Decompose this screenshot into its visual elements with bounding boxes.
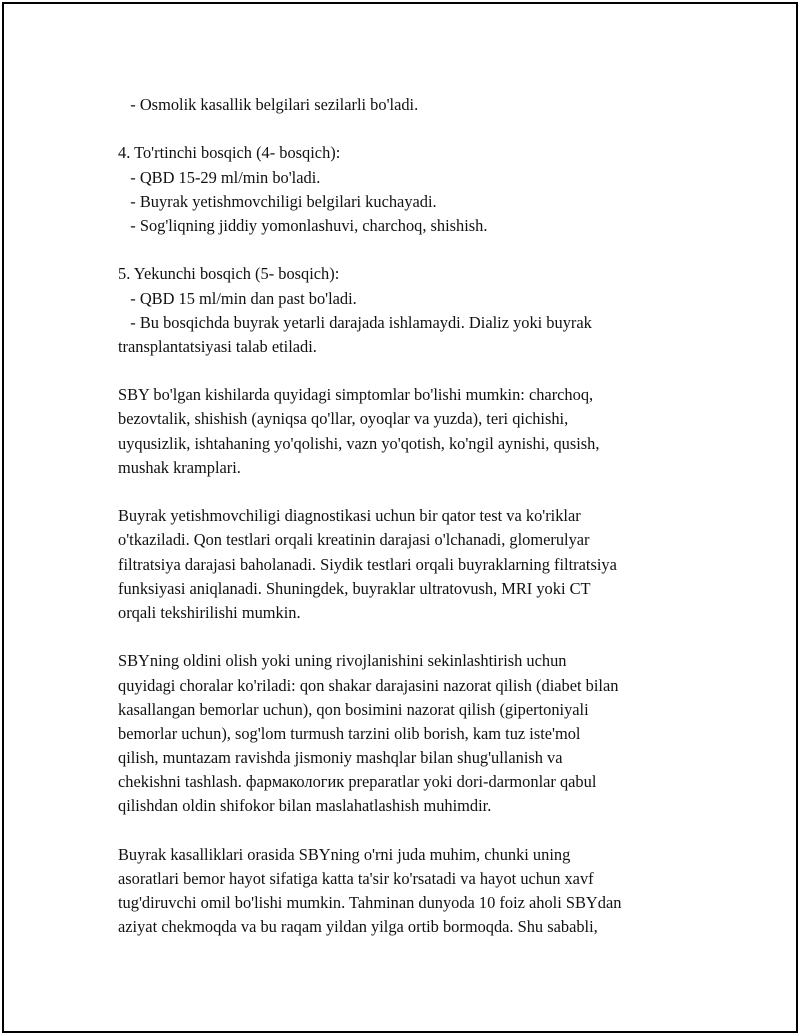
paragraph-diagnostics — [118, 504, 688, 625]
text-line: - Osmolik kasallik belgilari sezilarli bo'ladi. — [118, 95, 419, 114]
text-line: orqali tekshirilishi mumkin. — [118, 602, 301, 622]
paragraph-gap — [118, 359, 688, 383]
text-line: - Buyrak yetishmovchiligi belgilari kuchayadi. — [118, 191, 437, 211]
paragraph-gap — [118, 625, 688, 649]
text-line: uyqusizlik, ishtahaning yo'qolishi, vazn yo'qotish, ko'ngil aynishi, qusish, — [118, 433, 600, 453]
text-line: bezovtalik, shishish (ayniqsa qo'llar, oyoqlar va yuzda), teri qichishi, — [118, 409, 569, 429]
text-line: funksiyasi aniqlanadi. Shuningdek, buyraklar ultratovush, MRI yoki CT — [118, 578, 591, 598]
text-line: bemorlar uchun), sog'lom turmush tarzini olib borish, kam tuz iste'mol — [118, 723, 581, 743]
paragraph-stage4 — [118, 141, 688, 238]
text-line: o'tkaziladi. Qon testlari orqali kreatinin darajasi o'lchanadi, glomerulyar — [118, 530, 590, 550]
text-line: kasallangan bemorlar uchun), qon bosimini nazorat qilish (gipertoniyali — [118, 699, 589, 719]
stage5-heading: 5. Yekunchi bosqich (5- bosqich): — [118, 264, 340, 284]
text-line: Buyrak kasalliklari orasida SBYning o'rni juda muhim, chunki uning — [118, 844, 571, 864]
text-line: - QBD 15 ml/min dan past bo'ladi. — [118, 288, 357, 308]
text-line: SBYning oldini olish yoki uning rivojlanishini sekinlashtirish uchun — [118, 651, 567, 671]
text-line: asoratlari bemor hayot sifatiga katta ta'sir ko'rsatadi va hayot uchun xavf — [118, 869, 594, 888]
text-line: - QBD 15-29 ml/min bo'ladi. — [118, 167, 321, 187]
paragraph-gap — [118, 238, 688, 262]
text-line: tug'diruvchi omil bo'lishi mumkin. Tahminan dunyoda 10 foiz aholi SBYdan — [118, 893, 622, 913]
paragraph-stage3-tail — [118, 93, 688, 117]
text-line: - Bu bosqichda buyrak yetarli darajada ishlamaydi. Dializ yoki buyrak — [118, 312, 592, 332]
paragraph-importance — [118, 843, 688, 940]
paragraph-prevention — [118, 649, 688, 818]
text-line: SBY bo'lgan kishilarda quyidagi simptomlar bo'lishi mumkin: charchoq, — [118, 385, 594, 405]
paragraph-gap — [118, 117, 688, 141]
text-line: filtratsiya darajasi baholanadi. Siydik testlari orqali buyraklarning filtratsiya — [118, 554, 617, 574]
text-line: Buyrak yetishmovchiligi diagnostikasi uchun bir qator test va ko'riklar — [118, 506, 581, 526]
text-line: aziyat chekmoqda va bu raqam yildan yilga ortib bormoqda. Shu sababli, — [118, 917, 598, 937]
text-line: transplantatsiyasi talab etiladi. — [118, 336, 317, 356]
paragraph-symptoms — [118, 383, 688, 480]
paragraph-gap — [118, 819, 688, 843]
text-line: mushak kramplari. — [118, 457, 241, 477]
text-line: - Sog'liqning jiddiy yomonlashuvi, charchoq, shishish. — [118, 215, 488, 235]
text-line: qilish, muntazam ravishda jismoniy mashqlar bilan shug'ullanish va — [118, 748, 563, 768]
document-body — [118, 93, 688, 940]
text-line: quyidagi choralar ko'riladi: qon shakar darajasini nazorat qilish (diabet bilan — [118, 675, 619, 695]
text-line: chekishni tashlash. фармакологик preparatlar yoki dori-darmonlar qabul — [118, 772, 597, 792]
paragraph-gap — [118, 480, 688, 504]
text-line: qilishdan oldin shifokor bilan maslahatlashish muhimdir. — [118, 796, 492, 816]
stage4-heading: 4. To'rtinchi bosqich (4- bosqich): — [118, 143, 341, 163]
paragraph-stage5 — [118, 262, 688, 359]
